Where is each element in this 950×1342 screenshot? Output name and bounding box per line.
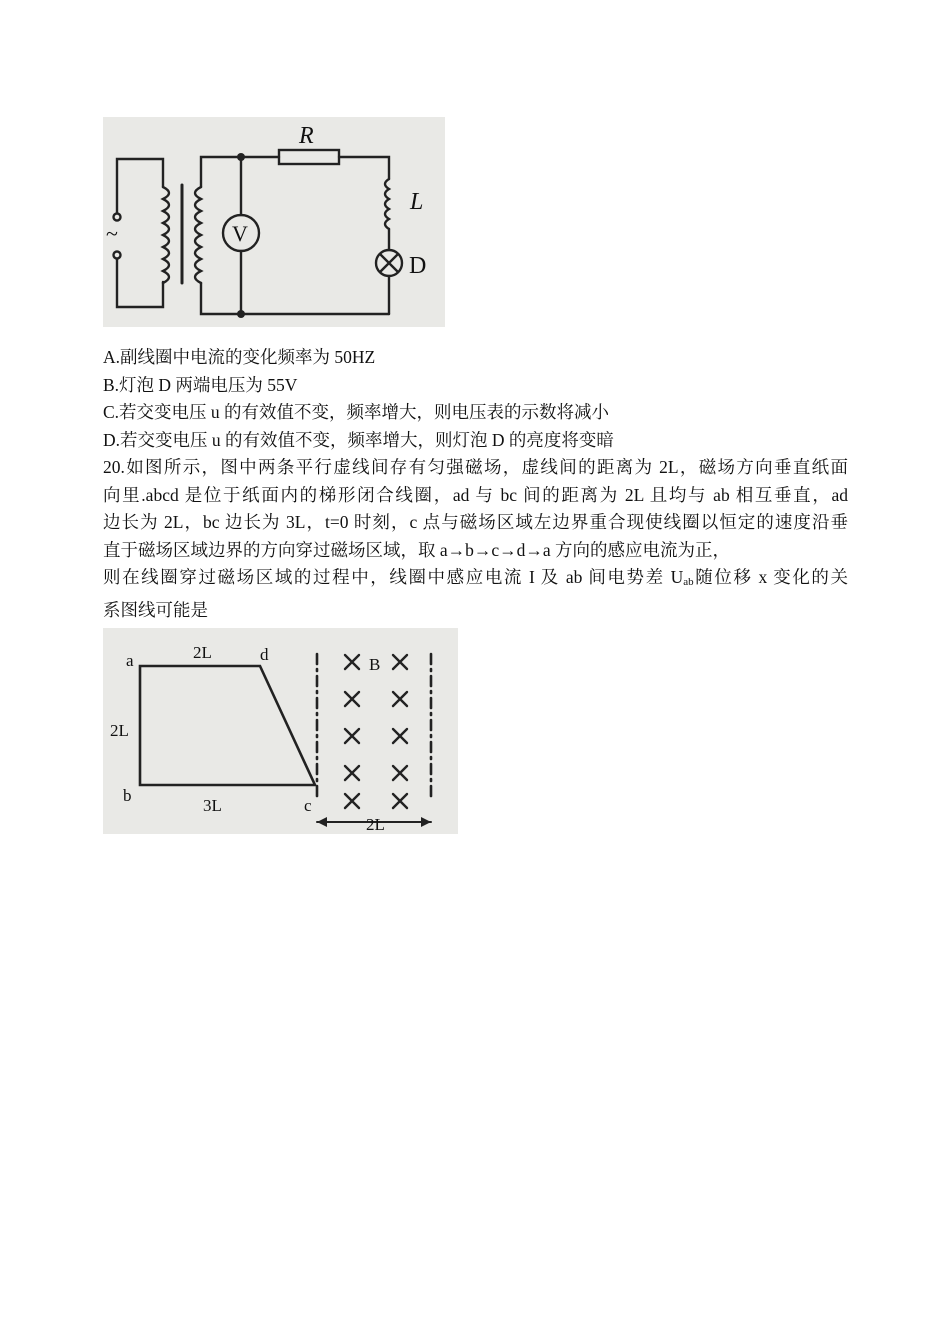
inductor	[385, 179, 389, 229]
label-top-2L: 2L	[193, 643, 212, 662]
label-left-2L: 2L	[110, 721, 129, 740]
label-field-B: B	[369, 655, 381, 674]
q20-line-2: 向里.abcd 是位于纸面内的梯形闭合线圈，ad 与 bc 间的距离为 2L 且均与 ab 相互垂直，ad	[103, 484, 848, 505]
label-bottom-3L: 3L	[203, 796, 222, 815]
secondary-wire-bottom	[201, 283, 389, 314]
question-text	[103, 344, 848, 624]
q20-line-1: 20.如图所示，图中两条平行虚线间存有匀强磁场，虚线间的距离为 2L，磁场方向垂直纸面	[103, 457, 848, 477]
label-V: V	[232, 221, 248, 246]
trapezoid-loop	[140, 666, 315, 785]
secondary-coil	[195, 187, 201, 283]
circuit-svg	[103, 117, 445, 327]
option-a: A.副线圈中电流的变化频率为 50HZ	[103, 347, 376, 367]
loop-field-diagram	[103, 628, 458, 834]
option-b: B.灯泡 D 两端电压为 55V	[103, 374, 298, 395]
loop-svg	[103, 628, 458, 834]
q20-line-3: 边长为 2L，bc 边长为 3L，t=0 时刻，c 点与磁场区域左边界重合现使线圈以恒定的速度沿垂	[103, 512, 848, 532]
field-crosses	[345, 655, 407, 808]
label-d: d	[260, 645, 269, 664]
u-subscript: ab	[683, 576, 694, 588]
label-c: c	[304, 796, 312, 815]
primary-coil	[163, 187, 169, 283]
option-d: D.若交变电压 u 的有效值不变，频率增大，则灯泡 D 的亮度将变暗	[103, 429, 614, 450]
label-D: D	[409, 253, 427, 279]
label-source: ~	[106, 221, 118, 246]
terminal-top	[114, 214, 121, 221]
circuit-diagram	[103, 117, 445, 327]
primary-wire-top	[117, 159, 163, 213]
label-b: b	[123, 786, 132, 805]
label-a: a	[126, 651, 134, 670]
label-L: L	[410, 189, 424, 215]
q20-line-5-post: 随位移 x 变化的关	[693, 567, 848, 587]
label-R: R	[299, 123, 314, 149]
primary-wire-bottom	[117, 259, 163, 307]
q20-line-4: 直于磁场区域边界的方向穿过磁场区域，取 a→b→c→d→a 方向的感应电流为正，	[103, 539, 731, 560]
resistor	[279, 150, 339, 164]
terminal-bottom	[114, 252, 121, 259]
q20-line-5	[103, 564, 848, 597]
label-width-2L: 2L	[366, 815, 385, 834]
q20-line-5-pre: 则在线圈穿过磁场区域的过程中，线圈中感应电流 I 及 ab 间电势差 U	[103, 567, 684, 587]
option-c: C.若交变电压 u 的有效值不变，频率增大，则电压表的示数将减小	[103, 402, 610, 422]
q20-line-6: 系图线可能是	[103, 599, 208, 620]
